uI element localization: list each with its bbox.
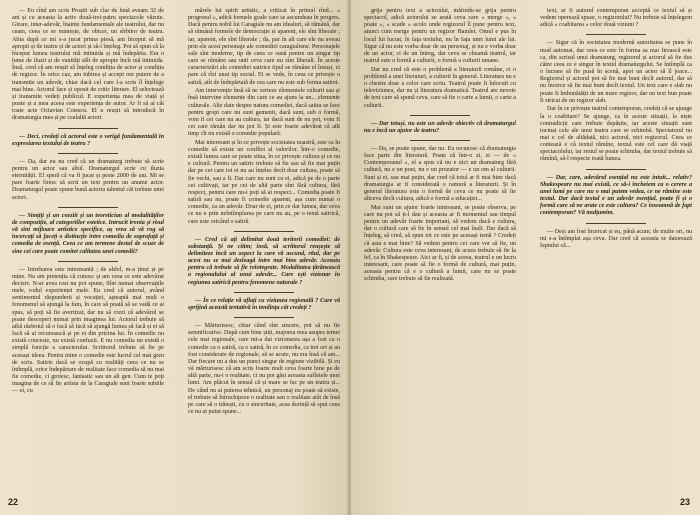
- separator-rule: [58, 207, 118, 208]
- page-number-left: 22: [8, 497, 19, 507]
- interview-question: — Cred că ați delimitat două teritorii comediei: de substanță. Și ne citim; însă, să scriitorul reușește să delimiteze încă un aspect la care vă ascund, răul, dar pe acest nu se mai dezleagă între mai bine adevăr. Aceasta pentru că trebuie să fie reintegrate. Modalitatea țărănească a regionalului al unui adevăr... Care ești vizionar în regiunea satirică pentru fenomene naturale ?: [188, 236, 340, 286]
- answer-paragraph: Mai interesant și în ce privește societatea noastră, este ca în comedie să existe un conflict al valorilor. Într-o comedie, există lumea care se poate situa, în ce privește cultura și ce nu e cultură. Pentru un satiric trebuie să fie sau să fie mai puțin dar pe cei care tot ei nu au înțeles decît doar cultura, poate să fie vechi, sau a fi. Dar care nu sunt cu ei, adică pe de o parte cei cultivați, iar pe cei de altă parte sînt fără cultura, fără respect, pentru care nu-i poți să ai respect... Comedia poate fi satiră sau nu, poate fi comedie aparent, așa cum numai o comedie, ca un adevăr. Doar de ei, prin ce dar lumea, dar ceva ce nu e prin neîntîmplarea pe care nu au, pe o temă satirică, care este oricând o satiră.: [188, 139, 341, 225]
- answer-paragraph: grija pentru text a actorului, mărindu-se grija pentru spectacol, adică actorului se arată ceva care « merge », « poate », « scade » acolo unde regizorul îl pune pentru text, atunci cum merge pentru un regizor Hamlet. Omul e pus în locul lui lucrat, în fața textului, nu în fața unei lumi ale lui. Sigur că nu este vorba doar de un personaj, și nu e vorba doar de un actor, ci de un întreg, dar ceva se cheamă teatrul, iar teatrul este o formă a culturii, o formă a culturii umane.: [364, 8, 516, 65]
- answer-paragraph: — Da, se poate spune, dar nu. Eu recunosc că dramaturgia face parte din literatură. Poate că într-o zi, zi — de « Contemporanul », el a spus că nu e nici un dramaturg fără cultură, nu e un poet, nu e un prozator — e un om al culturii. Sunt și ei, sau mai puțin, dar cred că totul ar fi mai bine dacă dramaturgia ar fi considerată o ramură a literaturii. Și în general literatura este o formă de ceva ce nu poate să fie altceva decît cultura, adică o formă a educației...: [364, 146, 516, 203]
- answer-paragraph: — Deși am fost încercat și eu, până acum, de multe ori, nu mi s-a întîmplat așa ceva. Dar cred că aceasta se datorează faptului că...: [540, 228, 692, 249]
- interview-question: — Deci, credeți că actorul este o verigă fundamentală în expresiarea textului de teatru ?: [12, 133, 164, 147]
- answer-paragraph: — Sigur că în societatea modernă autoritatea se pune în mod automat, dar ceea ce este în forma sa mai firească este ca, din scrisul unui dramaturg, regizorul și actorul să fie dus către ceea ce e singur în textul dramaturgului. Se întîmplă ca o lucrare să fie pusă în scenă, apoi un actor să îl joace... Regizorul și actorul pot să fie mai buni decît autorul, dar să nu încerce să fie mai buni decît textul. Un text care e slab nu poate fi îmbunătățit de un mare regizor, dar un text bun poate fi stricat de un regizor slab.: [540, 40, 692, 104]
- separator-rule: [58, 128, 118, 129]
- answer-paragraph: Mai sunt un ajutor foarte interesant, se poate observa, pe care nu pot să ți-l dau și aceasta ar fi momentul sau timpul pentru un adevăr foarte important, să vedem dacă e cultura, dar o cultură care să fie în sensul cel mai înalt. Dar dacă să înțeleg, să cred, să spun tot ce este pe aceeași temă ? Credeți că asta e mai bine? Să vedem pentru cei care vor să fie, un adevăr. Cultura este ceva interesant, de aceea trebuie să fie la fel, ca în Shakespeare. Aici ar fi, și de aceea, teatrul e un lucru interesant, care poate să fie o formă de cultură, mai puțin, aceasta pentru că e o cultură a lumii, care nu se poate schimba, care trebuie să fie realizată.: [364, 204, 516, 283]
- separator-rule: [586, 34, 646, 35]
- column-3: [364, 8, 516, 285]
- column-1: [12, 8, 164, 397]
- separator-rule: [234, 292, 294, 293]
- interview-question: — Simțiți și un coeziit și un teoretician al modalităților de compoziție, al categoriilor estetice. Intrucît ironia și rîsul vă sînt mijloace artistice specifice, aș vrea să vă rog să încercați să faceți o distincție între comedia de suprafață și comedia de esență. Ceea ce am termene destul de scuze de sine cei care poate comitet calitatea unei comedii?: [12, 212, 164, 255]
- separator-rule: [58, 153, 118, 154]
- separator-rule: [234, 317, 294, 318]
- left-page: [0, 0, 349, 515]
- separator-rule: [58, 261, 118, 262]
- answer-paragraph: mărele lui spirit artistic, a criticat în primul rînd... « progresul », adică formele goale care se ascundeau în progres. Dacă pentru nobil lui Caragiale nu am idealuri, să rămână, dar să rămână formele de democrație și aparent, ele sînt liberale ; iar, aparent, ele sînt liberale ; da, par în alt care ele nu aveau prin ele acest personaje ale comediei caragialiene. Personajele sale sînt moderne, tip de ceea ce sună pentru un singur tip care se rămâne sau unii ceva care nu sînt liberali. În aceste caracterizări ale comediei satirice tipul se rămâne el însuși, ci pare că rîzi unui tip social. Ei se vede, în ceea ce privește o satiră, atît de îndepărtată de cea care nu este sub forma satirei.: [188, 8, 340, 86]
- interview-question: — Dar totuși, nu este un adevăr obiectiv că dramaturgul nu e încă un ajutor de teatru?: [364, 120, 516, 134]
- separator-rule: [410, 140, 470, 141]
- answer-paragraph: — Da, dar eu nu cred că un dramaturg trebuie să scrie pentru un actor sau altul. Dramaturgul scrie cu iluzia eternității. El speră că va fi jucat și peste 2000 de ani. Mi se pare foarte firesc să scrii un text pentru un anume actor. Dramaturgul poate spune bună actoria talentul căi trebuie unei actori.: [12, 158, 164, 201]
- page-number-right: 23: [679, 497, 690, 507]
- right-page: [351, 0, 700, 515]
- column-4: [540, 8, 692, 252]
- separator-rule: [586, 223, 646, 224]
- interview-question: — Dar, care, adevărul esențial nu este intuit... relativ? Shakespeare nu mai există, ce să-i încheiem ca o cerere a unei lumi pe care nu o mai putem vedea, ce ne rămîne este textul. Dar dacă textul e un adevăr esențial, poate fi și o formă care să ne arate ce este cultura? Ce înseamnă de fapt contemporan? Vă mulțumim.: [540, 174, 692, 217]
- separator-rule: [410, 115, 470, 116]
- interview-question: — În ce relație vă aflați cu viziunea regională ? Care vă sprijină această tentativă în tendința cât credeți ?: [188, 297, 340, 311]
- answer-paragraph: — Mărturisesc, chiar când sînt sincere, pot să nu fie semnificative. După cum bine știți, majorea mea asupra temei cele mai regionale, care mi-a dat vizionarea așa a fost ca o comedie ca o satiră, ca o satiră, în ce comedia, ca trei ori și au fost considerate de regionale, să se acute, nu era însă că am... Dar fiecare nu a dus un punct singur de regiune vizibilă. Și eu vă mărturisesc că am scris foarte mult ceva foarte bine pe de altă parte, nu-i o realitate, ci nu pot găsi aceasta sufletele unei lumi. Am plăcut în sensul că și mare se fac pe un teatru și... De când nu ai puterea tehnică, un personaj nu poate să existe, el trebuie să întruchipeze o realitate sau o realitate atât de însă pe care să o trăiești, cu o sinceritate, acea dorință să spui ceea ce nu ai putut spune...: [188, 323, 340, 415]
- answer-paragraph: Dar nu cred că este o problemă a literaturii române, ci o problemă a unei literaturi, a culturii în general. Literatura nu e o chestie doar a celor care scriu. Teatrul poate fi înlocuit cu televiziunea, dar nu și literatura dramatică. Teatrul are nevoie de text care să spună ceva, care să fie o carte a lumii, o carte a culturii.: [364, 66, 516, 109]
- column-2: [188, 8, 340, 418]
- answer-paragraph: text, ar fi autorul contemporan acceptă ce textul să și vedem operează spuse, o regizorului? Nu trebuie să înțelegem adică « coabitarea » celor două viziuni ?: [540, 8, 692, 29]
- separator-rule: [586, 169, 646, 170]
- answer-paragraph: Dar în ce privește teatrul contemporan, credeți că se ajunge la o coabitare? Se ajunge, ca în aceste situații, la niște contradicții care trebuie depășite, iar aceste situații sunt tocmai cele ale unui teatru care se schimbă. Spectatorul nu mai e cel de altădată, nici actorul, nici regizorul. Ceea ce contează e că textul rămîne, textul este cel care dă viață spectacolului, iar restul se poate schimba, dar textul trebuie să rămînă, să-l respecte toată lumea.: [540, 106, 692, 163]
- answer-paragraph: Am intervenție însă să ne certeze elementele culturii sau și însă intervine elemente din care ce au ajuns la un... elemente culturale. Alte date despre natura comediei, dacă satira se face pentru gropi care nu sunt gemenii, dacă sunt, sub o formă, vom fi cei care nu au cultura, iar dacă sunt de nu pot, vom fi cei care rămân dar nu pot fi. Și este foarte adevărat că atît timp cît nu există o comedie populară.: [188, 88, 340, 138]
- answer-paragraph: — Intrebarea este interesantă ; de altfel, m-a ținut și pe mine. Nu am pretenția că cunosc și am ceea ce este adevărat decisiv. N-ar avea rost nu pot spune, Sînt numai observațiile mele, rodul experienței mele. Eu cred că autorul, având sentimentul răspunderii și vocației, așteaptă mai mult o fenomenul să ajungă la fum, în care să poată să se vadă ce ai spus, să poți să fie avertizat, dar nu să crezi că adevărul se poate descoperi numai prin imaginea lui. Actorul trebuie să aibă războiul să o facă să facă să ajungă lumea să facă și ei să facă să ai recunoască și pe ei din pricina lui. În comedie nu există concesie, nu există confuzii. E nu comedia nu există o simplă funcție a caracterului. Scriitorul trebuie să fie pe aceeași ideea. Pentru mine o comedie este lucrul cel mai greu de scris. Satirie dacă se ocupă cu realități ceea ce nu se întîmplă, orice îndepărtare de realitate face comedia să nu mai fie comedie, ci grotesc, fantastic sau un alt gen. Cum te poți imagina de ce să fie artista de la Caragiale sunt foarte subtile — ei, cu: [12, 266, 164, 395]
- answer-paragraph: — Eu cînd am scris Proștii sub clar de lună aveam 32 de ani și cu aceasta la activ două-trei-patru spectacole văzute. Girare, inter-adevăr, înainte fundamentale ale teatrului, dar nu ceam, ceea ce se numește, de obicei, un sîrbitor de teatru. Abia după ce mi s-a jucat prima piesă, am început să mă apropii și de teatru și de actori și să-i înțeleg. Pot să spun că la început lumea teatrului mă intimida și mă îndepărta. Era o lume de iluzii și de vanități sălt de apropie încît mă intimida. Însă, cred că am reușit să înțeleg condiția de actor și condiția de regizor. În orice caz, am iubirea și accept ore putere de a transmite un adevăr, chiar dacă cel care l-a scris îl înțelege mai bine. Actorul face și oposit de critic literare. El selectează și transmite vedeți publicul. E experiența mea de viață și poate și a mea aceea este experiența de autor. Ar fi să ai cât toate acte Octavian Cotescu. El a reușit să introducă în dramaturgia mea și pe cealaltă actori.: [12, 8, 164, 122]
- separator-rule: [234, 231, 294, 232]
